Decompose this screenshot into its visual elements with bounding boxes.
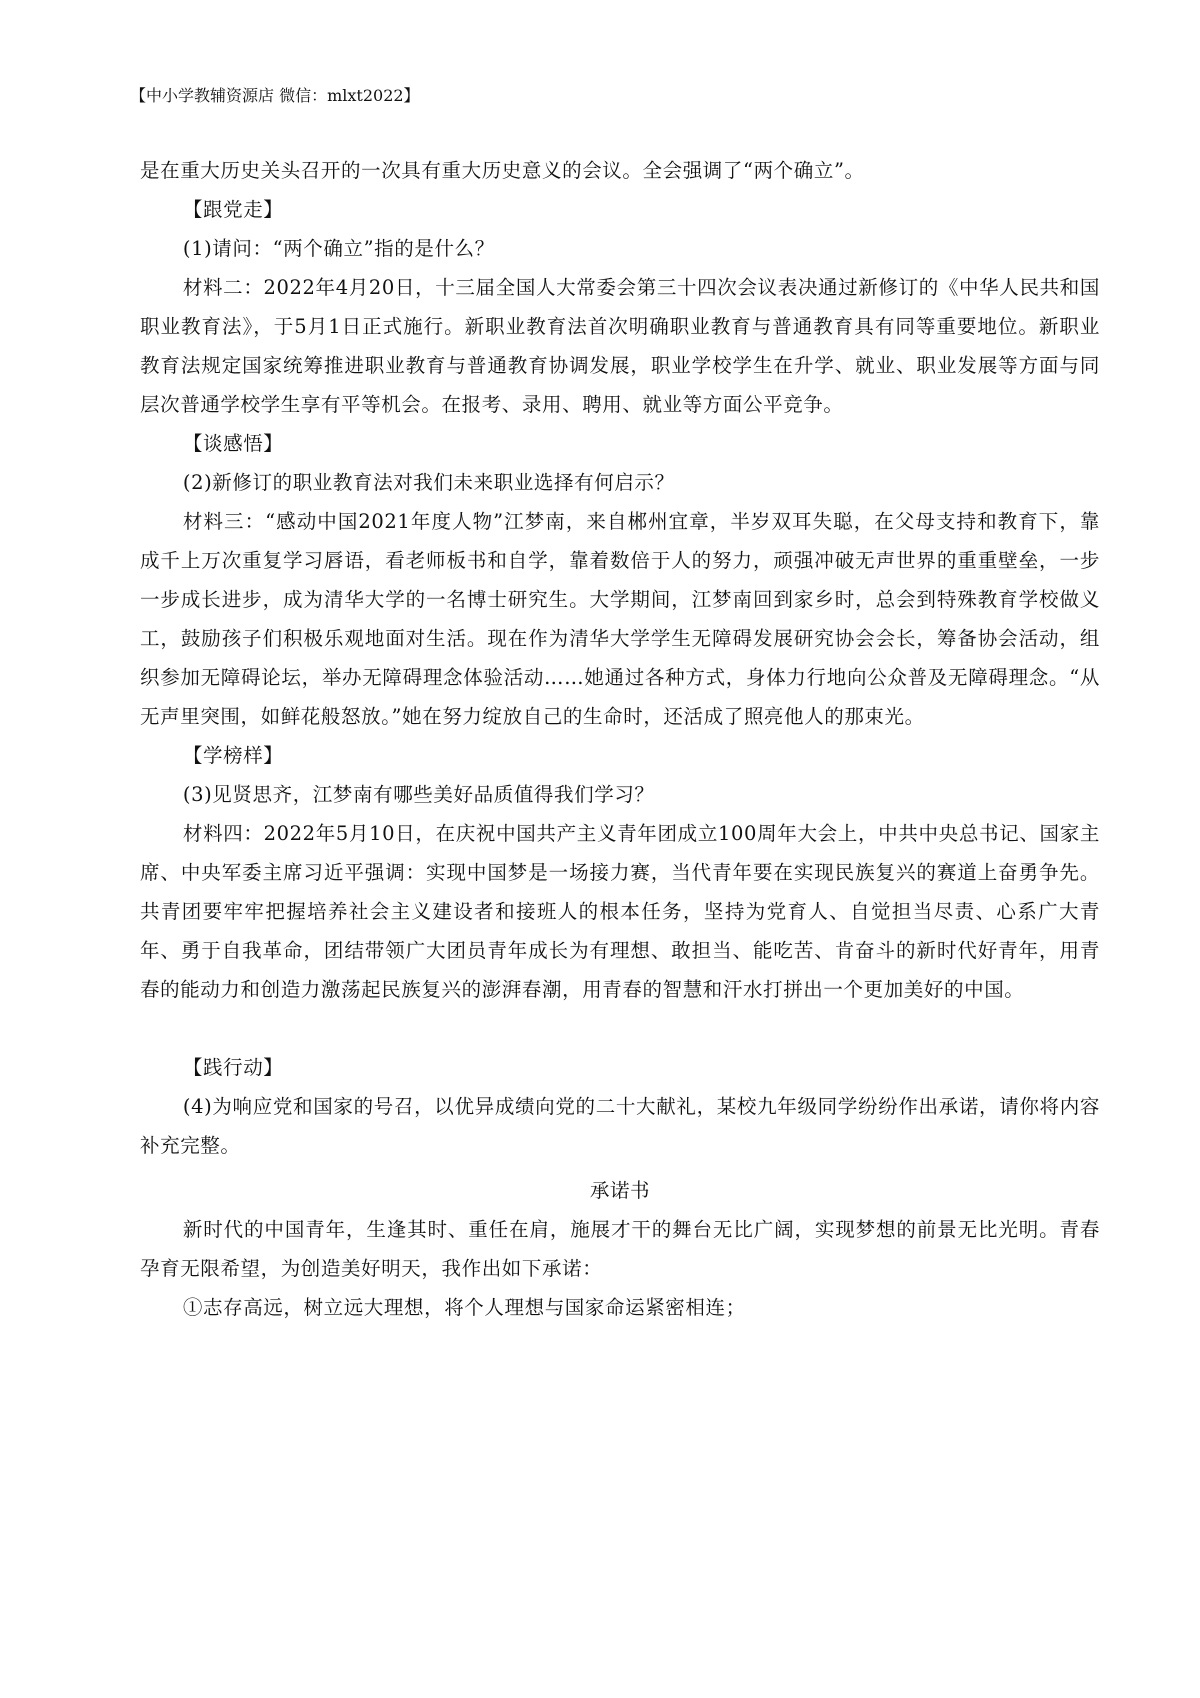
material-4-paragraph: 材料四：2022年5月10日，在庆祝中国共产主义青年团成立100周年大会上，中共中央总书记、国家主席、中央军委主席习近平强调：实现中国梦是一场接力赛，当代青年要在实现民族复兴的赛道上奋勇争先。共青团要牢牢把握培养社会主义建设者和接班人的根本任务，坚持为党育人、自觉担当尽责、心系广大青年、勇于自我革命，团结带领广大团员青年成长为有理想、敢担当、能吃苦、肯奋斗的新时代好青年，用青春的能动力和创造力激荡起民族复兴的澎湃春潮，用青春的智慧和汗水打拼出一个更加美好的中国。 bbox=[140, 822, 1100, 1001]
document-body bbox=[140, 151, 1100, 1327]
pledge-body: 新时代的中国青年，生逢其时、重任在肩，施展才干的舞台无比广阔，实现梦想的前景无比光明。青春孕育无限希望，为创造美好明天，我作出如下承诺： bbox=[140, 1218, 1100, 1280]
question-2: (2)新修订的职业教育法对我们未来职业选择有何启示？ bbox=[182, 471, 675, 494]
pledge-title: 承诺书 bbox=[589, 1179, 651, 1202]
question-1: (1)请问：“两个确立”指的是什么？ bbox=[182, 237, 495, 260]
section-label-reflection: 【谈感悟】 bbox=[182, 432, 284, 455]
question-4: (4)为响应党和国家的号召，以优异成绩向党的二十大献礼，某校九年级同学纷纷作出承诺，请你将内容补充完整。 bbox=[140, 1095, 1100, 1157]
question-3: (3)见贤思齐，江梦南有哪些美好品质值得我们学习？ bbox=[182, 783, 655, 806]
material-2-paragraph: 材料二：2022年4月20日，十三届全国人大常委会第三十四次会议表决通过新修订的《中华人民共和国职业教育法》，于5月1日正式施行。新职业教育法首次明确职业教育与普通教育具有同等重要地位。新职业教育法规定国家统筹推进职业教育与普通教育协调发展，职业学校学生在升学、就业、职业发展等方面与同层次普通学校学生享有平等机会。在报考、录用、聘用、就业等方面公平竞争。 bbox=[140, 276, 1100, 416]
section-label-role-model: 【学榜样】 bbox=[182, 744, 284, 767]
material-3-paragraph: 材料三：“感动中国2021年度人物”江梦南，来自郴州宜章，半岁双耳失聪，在父母支持和教育下，靠成千上万次重复学习唇语，看老师板书和自学，靠着数倍于人的努力，顽强冲破无声世界的重重壁垒，一步一步成长进步，成为清华大学的一名博士研究生。大学期间，江梦南回到家乡时，总会到特殊教育学校做义工，鼓励孩子们积极乐观地面对生活。现在作为清华大学学生无障碍发展研究协会会长，筹备协会活动，组织参加无障碍论坛，举办无障碍理念体验活动……她通过各种方式，身体力行地向公众普及无障碍理念。“从无声里突围，如鲜花般怒放。”她在努力绽放自己的生命时，还活成了照亮他人的那束光。 bbox=[140, 510, 1100, 728]
pledge-item-1: ①志存高远，树立远大理想，将个人理想与国家命运紧密相连； bbox=[182, 1296, 746, 1319]
source-watermark-header: 【中小学教辅资源店 微信：mlxt2022】 bbox=[130, 86, 420, 105]
intro-tail-paragraph: 是在重大历史关头召开的一次具有重大历史意义的会议。全会强调了“两个确立”。 bbox=[140, 159, 865, 182]
section-label-action: 【践行动】 bbox=[182, 1056, 284, 1079]
section-label-follow-party: 【跟党走】 bbox=[182, 198, 284, 221]
